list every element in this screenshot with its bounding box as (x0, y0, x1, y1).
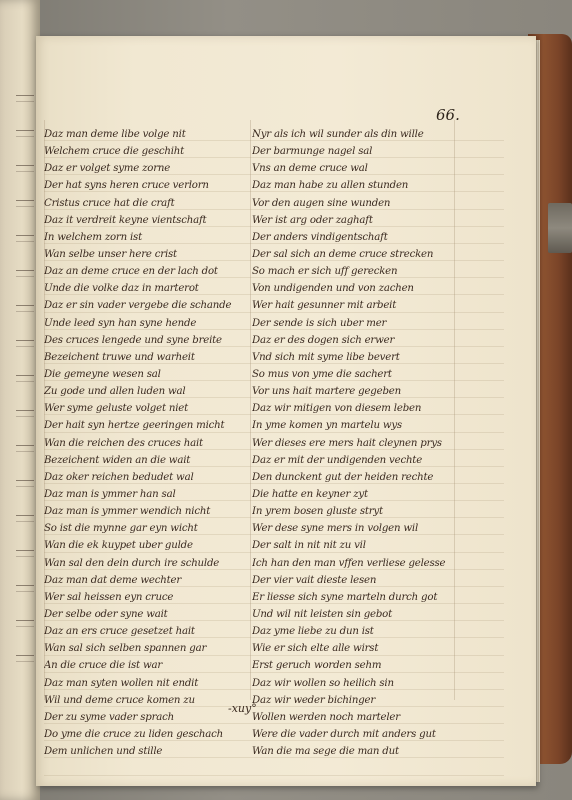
verse-line: Daz an deme cruce en der lach dot (44, 266, 218, 278)
verse-line: Der selbe oder syne wait (44, 608, 168, 620)
ruling-margin (454, 120, 455, 700)
verse-line: Do yme die cruce zu liden geschach (44, 728, 223, 740)
catchword: -xuy° (228, 702, 257, 715)
verse-line: Der sal sich an deme cruce strecken (252, 248, 434, 260)
verse-line: Der salt in nit nit zu vil (252, 540, 366, 552)
verse-line: Wan sal den dein durch ire schulde (44, 557, 220, 569)
verse-line: Vns an deme cruce wal (252, 163, 368, 175)
verse-line: Daz er volget syme zorne (44, 163, 171, 175)
verse-line: In yme komen yn martelu wys (252, 420, 402, 432)
verse-line: Wil und deme cruce komen zu (44, 694, 195, 706)
verse-line: An die cruce die ist war (44, 660, 163, 672)
verse-line: Der sende is sich uber mer (252, 317, 387, 329)
verse-line: Daz oker reichen bedudet wal (44, 471, 194, 483)
metal-clasp (548, 203, 572, 253)
verse-line: Wan die reichen des cruces hait (44, 437, 203, 449)
verse-line: Des cruces lengede und syne breite (44, 334, 222, 346)
verse-line: So mus von yme die sachert (252, 368, 392, 380)
verse-line: In yrem bosen gluste stryt (252, 506, 383, 518)
verse-line: Daz an ers cruce gesetzet hait (44, 626, 195, 638)
verse-line: Der anders vindigentschaft (252, 231, 388, 243)
ruling-line (44, 775, 504, 776)
verse-line: Daz wir wollen so heilich sin (252, 677, 394, 689)
verse-line: Der zu syme vader sprach (44, 711, 175, 723)
verse-line: Der barmunge nagel sal (252, 146, 373, 158)
verse-line: Erst geruch worden sehm (252, 660, 382, 672)
verse-line: Daz yme liebe zu dun ist (252, 626, 374, 638)
verse-line: Den dunckent gut der heiden rechte (252, 471, 434, 483)
previous-page-edge (0, 0, 40, 800)
verse-line: Daz man deme libe volge nit (44, 129, 186, 140)
verse-line: Die gemeyne wesen sal (44, 368, 161, 380)
verse-line: Nyr als ich wil sunder als din wille (252, 129, 424, 140)
verse-line: Vnd sich mit syme libe bevert (252, 351, 400, 363)
verse-line: Daz er sin vader vergebe die schande (44, 300, 232, 312)
verse-line: Und wil nit leisten sin gebot (252, 608, 393, 620)
verse-line: Cristus cruce hat die craft (44, 197, 175, 209)
verse-line: Vor uns hait martere gegeben (252, 386, 401, 398)
verse-line: Daz man is ymmer wendich nicht (44, 506, 211, 518)
verse-line: Daz er mit der undigenden vechte (252, 454, 423, 466)
verse-line: Wer sal heissen eyn cruce (44, 591, 174, 603)
verse-line: Der hat syns heren cruce verlorn (44, 180, 209, 192)
verse-line: Von undigenden und von zachen (252, 283, 414, 295)
verse-line: Bezeichent truwe und warheit (44, 351, 195, 363)
verse-line: Der hait syn hertze geeringen micht (44, 420, 225, 432)
verse-line: Er liesse sich syne marteln durch got (252, 591, 438, 603)
text-column-left (44, 126, 248, 760)
verse-line: Ich han den man vffen verliese gelesse (252, 557, 446, 569)
verse-line: Unde die volke daz in marterot (44, 283, 199, 295)
verse-line: Wer hait gesunner mit arbeit (252, 300, 397, 312)
verse-line: Wer dese syne mers in volgen wil (252, 523, 419, 535)
verse-line: Daz man habe zu allen stunden (252, 180, 409, 192)
verse-line: Zu gode und allen luden wal (44, 386, 186, 398)
verse-line: Wer syme geluste volget niet (44, 403, 189, 415)
ruling-margin (250, 120, 251, 700)
verse-line: Der vier vait dieste lesen (252, 574, 377, 586)
verse-line: Wan die ek kuypet uber gulde (44, 540, 193, 552)
verse-line: Daz it verdreit keyne vientschaft (44, 214, 207, 226)
verse-line: So ist die mynne gar eyn wicht (44, 523, 198, 535)
verse-line: Unde leed syn han syne hende (44, 317, 197, 329)
verse-line: Bezeichent widen an die wait (44, 454, 191, 466)
verse-line: Daz er des dogen sich erwer (252, 334, 395, 346)
verse-line: Daz man is ymmer han sal (44, 488, 176, 500)
verse-line: Wer ist arg oder zaghaft (252, 214, 373, 226)
verse-line: Wan die ma sege die man dut (252, 746, 399, 758)
verse-line: Wan selbe unser here crist (44, 248, 177, 260)
verse-line: Daz wir mitigen von diesem leben (252, 403, 422, 415)
verse-line: So mach er sich uff gerecken (252, 266, 398, 278)
verse-line: Wie er sich elte alle wirst (252, 643, 379, 655)
verse-line: Daz man dat deme wechter (44, 574, 181, 586)
verse-line: Wer dieses ere mers hait cleynen prys (252, 437, 442, 449)
verse-line: Wollen werden noch marteler (252, 711, 400, 723)
verse-line: Wan sal sich selben spannen gar (44, 643, 207, 655)
verse-line: Die hatte en keyner zyt (252, 488, 368, 500)
verse-line: Vor den augen sine wunden (252, 197, 391, 209)
verse-line: Dem unlichen und stille (44, 746, 163, 758)
folio-number: 66. (436, 106, 460, 124)
verse-line: Daz wir weder bichinger (252, 694, 376, 706)
verse-line: Were die vader durch mit anders gut (252, 728, 436, 740)
text-column-right (252, 126, 452, 760)
verse-line: In welchem zorn ist (44, 231, 142, 243)
verse-line: Welchem cruce die geschiht (44, 146, 185, 158)
verse-line: Daz man syten wollen nit endit (44, 677, 199, 689)
